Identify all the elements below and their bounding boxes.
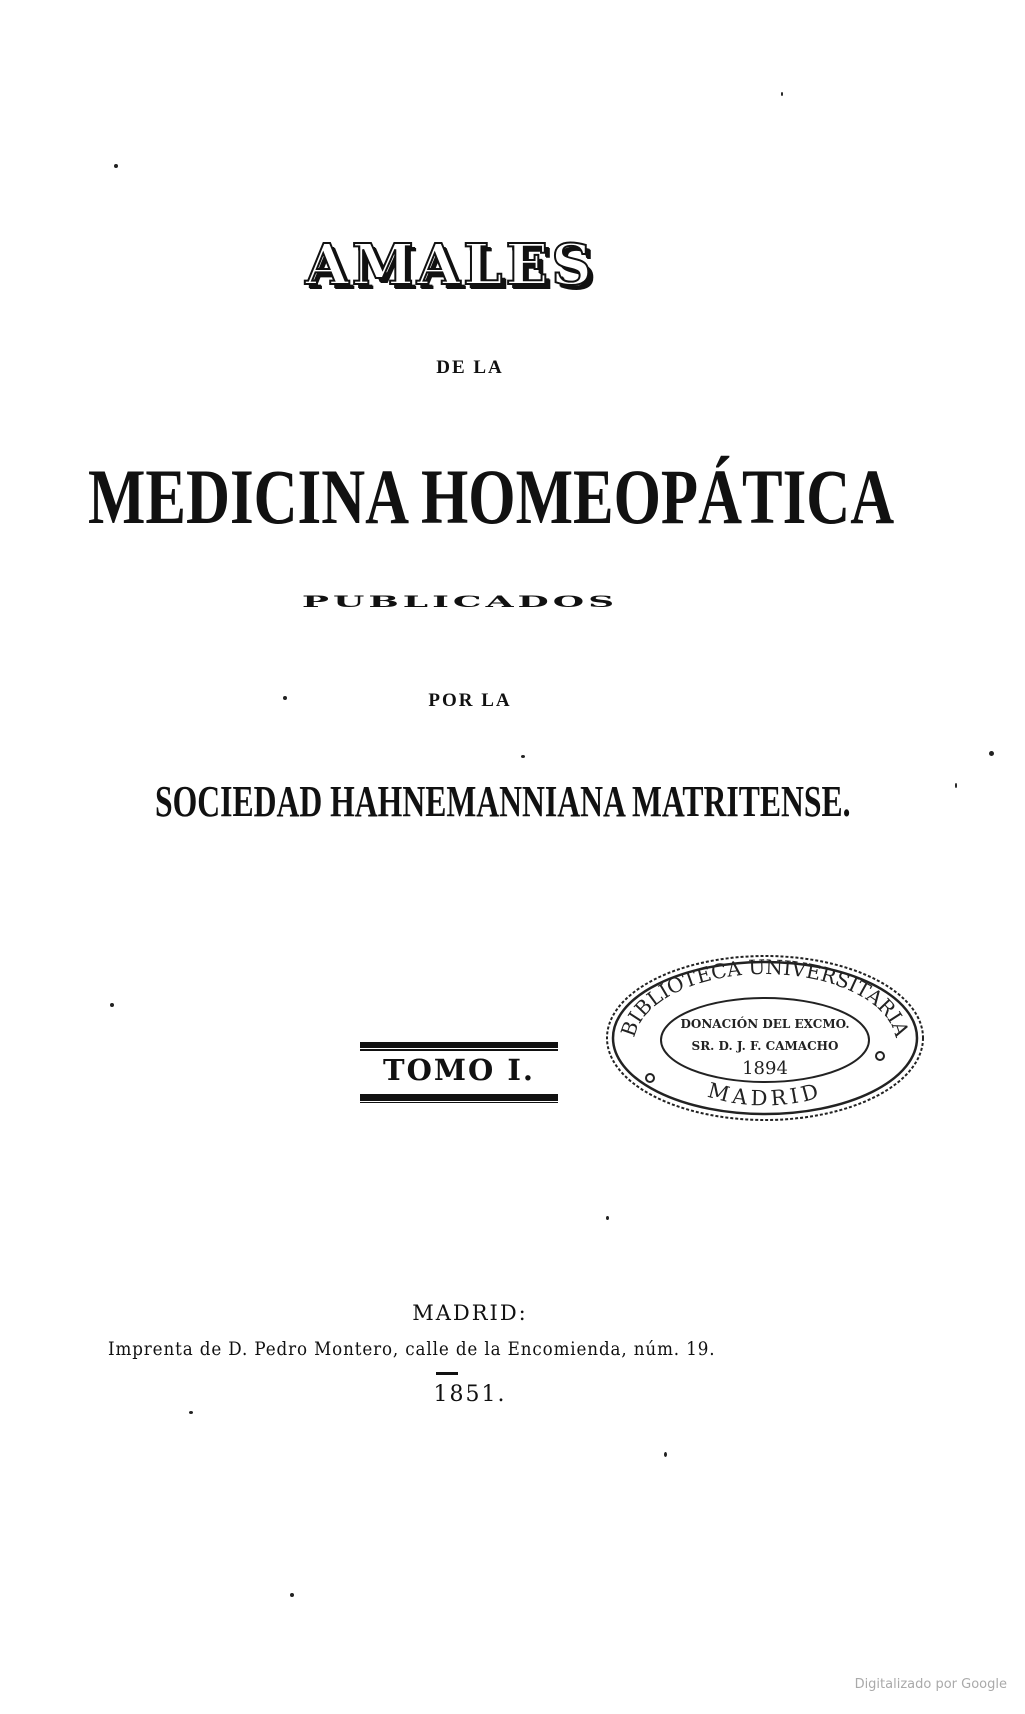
scan-speck [290, 1593, 294, 1597]
scan-speck [283, 696, 287, 700]
publicados-text: PUBLICADOS [301, 592, 619, 611]
imprint-city: MADRID: [412, 1301, 528, 1325]
title-amales: AMALES [305, 232, 595, 298]
imprint-dash [436, 1372, 458, 1375]
stamp-line-2: SR. D. J. F. CAMACHO [691, 1039, 839, 1053]
stamp-year: 1894 [742, 1058, 788, 1079]
stamp-line-1: DONACIÓN DEL EXCMO. [680, 1017, 850, 1031]
de-la-text: DE LA [436, 357, 504, 378]
volume-rule-bottom-thin [360, 1102, 558, 1103]
imprint-year: 1851. [433, 1382, 507, 1407]
scan-speck [110, 1003, 114, 1007]
main-title: MEDICINA HOMEOPÁTICA [88, 453, 895, 540]
digitization-credit: Digitalizado por Google [854, 1677, 1007, 1692]
scan-speck [189, 1411, 193, 1414]
volume-rule-top [360, 1042, 558, 1048]
stamp-arc-top: BIBLIOTECA UNIVERSITARIA [615, 954, 915, 1040]
stamp-arc-bottom: MADRID [705, 1078, 825, 1111]
scan-speck [989, 751, 994, 756]
scan-speck [664, 1452, 667, 1457]
scan-speck [781, 92, 783, 96]
scan-speck [521, 755, 525, 758]
stamp-ornament-right [876, 1052, 884, 1060]
por-la-text: POR LA [428, 690, 512, 711]
scan-speck [955, 783, 957, 788]
volume-label: TOMO I. [383, 1053, 535, 1087]
library-stamp [604, 952, 926, 1124]
stamp-ornament-left [646, 1074, 654, 1082]
scan-speck [606, 1216, 609, 1220]
imprint-printer: Imprenta de D. Pedro Montero, calle de la Encomienda, núm. 19. [108, 1338, 716, 1360]
scan-speck [114, 164, 118, 168]
volume-rule-top-thin [360, 1049, 558, 1051]
society-name: SOCIEDAD HAHNEMANNIANA MATRITENSE. [155, 777, 851, 826]
volume-rule-bottom [360, 1094, 558, 1101]
